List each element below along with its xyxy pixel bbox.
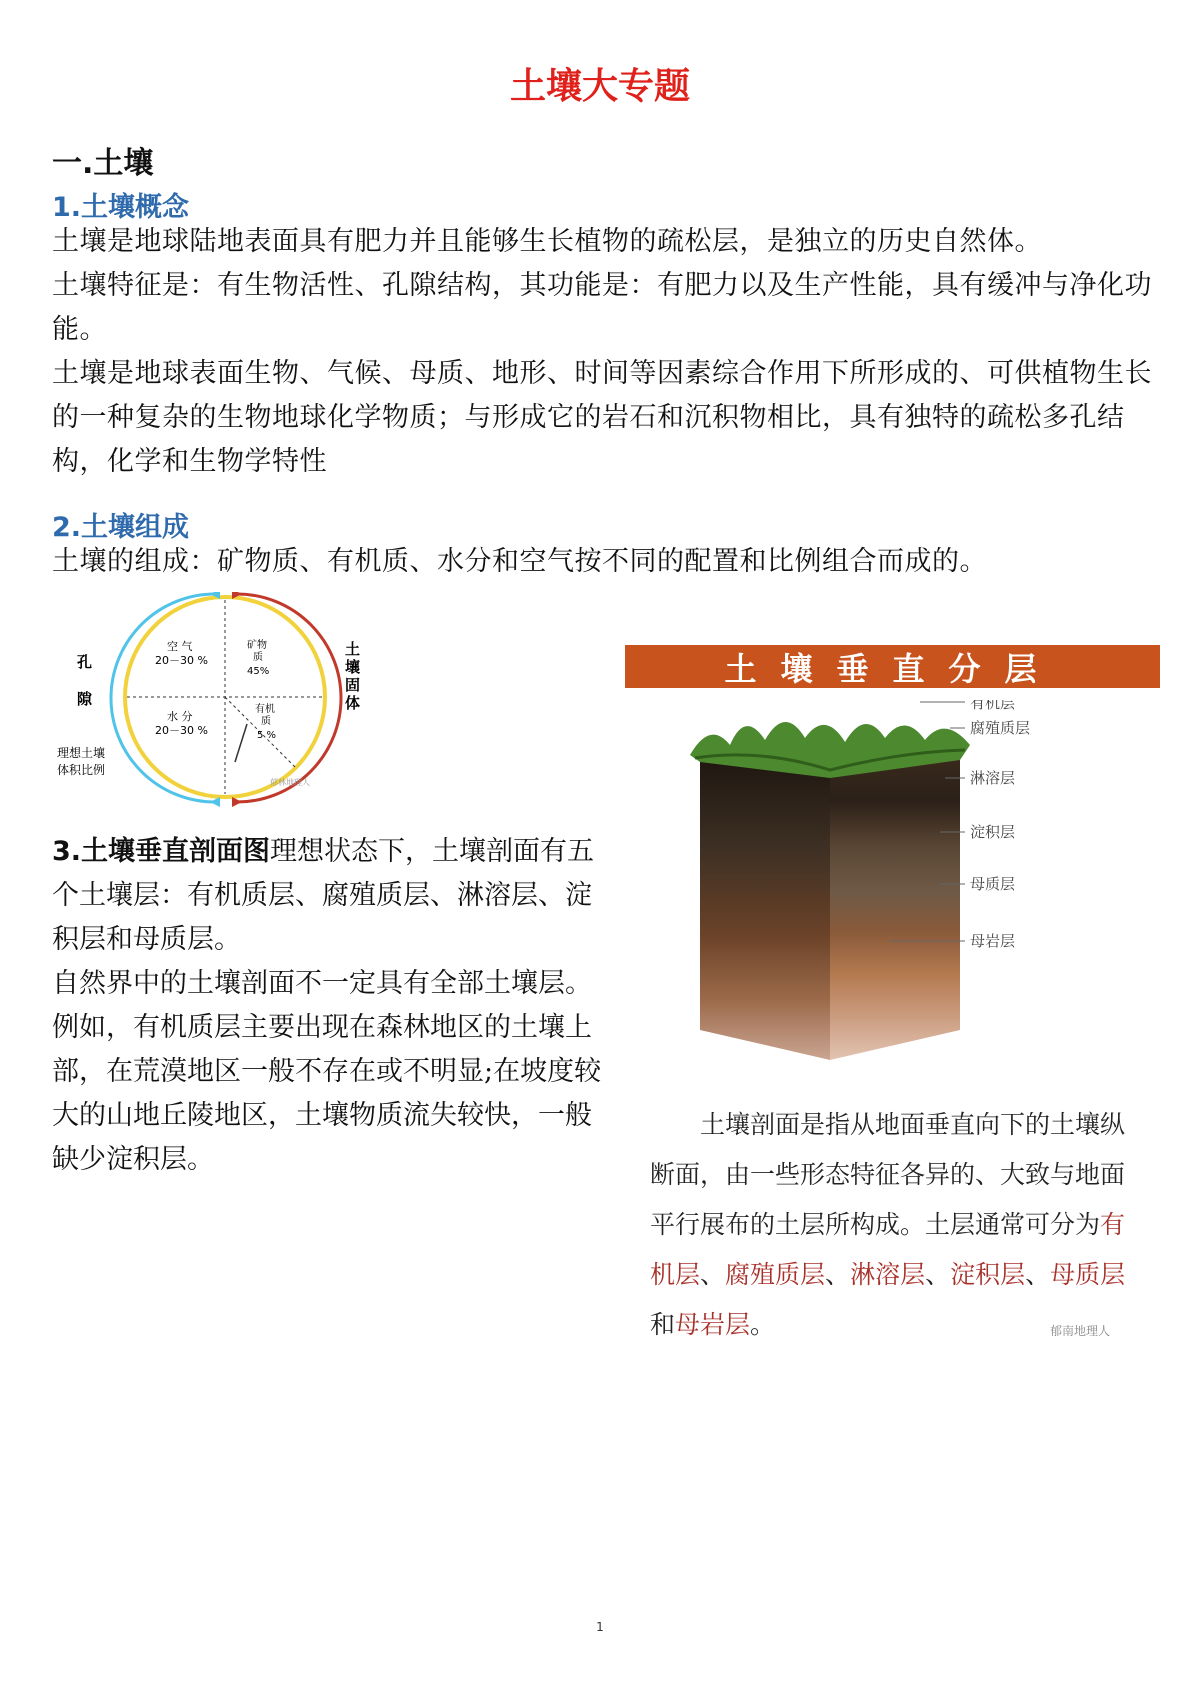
caption-text: 土壤剖面是指从地面垂直向下的土壤纵断面，由一些形态特征各异的、大致与地面平行展布的土层所构成。土层通常可分为 — [650, 1110, 1126, 1239]
profile-section — [52, 830, 612, 1182]
paragraph — [52, 830, 612, 962]
subsection-heading-concept: 1.土壤概念 — [52, 192, 190, 223]
diagram-caption: 理想土壤 — [57, 746, 106, 760]
period: 。 — [750, 1310, 776, 1339]
mineral-label: 矿物 — [247, 640, 267, 651]
diagram-caption: 体积比例 — [57, 763, 106, 777]
term: 母质层 — [1050, 1260, 1126, 1289]
layer-label-organic: 有机层 — [970, 700, 1016, 712]
soil-layer-banner: 土壤垂直分层 — [625, 645, 1160, 688]
term: 母岩层 — [675, 1310, 751, 1339]
layer-label-parent: 母质层 — [970, 875, 1016, 893]
separator: 、 — [700, 1260, 726, 1289]
soil-block-front — [830, 755, 960, 1060]
separator: 、 — [1025, 1260, 1051, 1289]
air-label: 空 气 — [167, 640, 193, 653]
section-3-text: 理想状态下，土壤剖面有五个土壤层：有机质层、腐殖质层、淋溶层、淀积层和母质层。 — [52, 836, 595, 955]
term: 腐殖质层 — [725, 1260, 826, 1289]
paragraph: 土壤的组成：矿物质、有机质、水分和空气按不同的配置和比例组合而成的。 — [52, 546, 987, 577]
organic-label: 有机 — [255, 704, 275, 715]
layer-label-bedrock: 母岩层 — [970, 932, 1016, 950]
soil-profile-figure — [690, 700, 1120, 1095]
pore-label: 隙 — [77, 690, 93, 708]
subsection-heading-composition: 2.土壤组成 — [52, 512, 190, 543]
profile-caption — [650, 1100, 1140, 1350]
paragraph: 土壤是地球陆地表面具有肥力并且能够生长植物的疏松层，是独立的历史自然体。 — [52, 226, 1042, 257]
watermark: 郁林地理人 — [270, 778, 310, 787]
layer-label-humus: 腐殖质层 — [970, 719, 1031, 737]
organic-value: 5 % — [257, 730, 277, 741]
layer-label-eluvial: 淋溶层 — [970, 769, 1016, 787]
conjunction: 和 — [650, 1310, 676, 1339]
concept-text — [52, 220, 1162, 484]
section-heading: 一.土壤 — [52, 146, 154, 181]
water-value: 20－30 % — [155, 724, 208, 737]
mineral-value: 45% — [247, 666, 270, 677]
section-3-heading: 3.土壤垂直剖面图 — [52, 836, 271, 867]
paragraph: 自然界中的土壤剖面不一定具有全部土壤层。例如，有机质层主要出现在森林地区的土壤上部，在荒漠地区一般不存在或不明显;在坡度较大的山地丘陵地区，土壤物质流失较快，一般缺少淀积层。 — [52, 968, 602, 1175]
paragraph: 土壤是地球表面生物、气候、母质、地形、时间等因素综合作用下所形成的、可供植物生长的一种复杂的生物地球化学物质；与形成它的岩石和沉积物相比，具有独特的疏松多孔结构，化学和生物学特性 — [52, 358, 1152, 477]
water-label: 水 分 — [167, 710, 193, 723]
paragraph: 土壤特征是：有生物活性、孔隙结构，其功能是：有肥力以及生产性能，具有缓冲与净化功能。 — [52, 270, 1152, 345]
pore-label: 孔 — [77, 653, 93, 671]
page-number: 1 — [596, 1620, 604, 1634]
soil-volume-diagram — [55, 592, 375, 807]
organic-label: 质 — [261, 716, 271, 727]
term: 有机层 — [650, 1210, 1126, 1289]
air-value: 20－30 % — [155, 654, 208, 667]
separator: 、 — [825, 1260, 851, 1289]
separator: 、 — [925, 1260, 951, 1289]
composition-text — [52, 540, 1162, 584]
page-title: 土壤大专题 — [509, 66, 690, 107]
soil-block-side — [700, 760, 830, 1060]
paragraph — [650, 1100, 1140, 1350]
watermark: 郁南地理人 — [1050, 1324, 1111, 1338]
mineral-label: 质 — [253, 652, 263, 663]
term: 淋溶层 — [850, 1260, 926, 1289]
layer-label-illuvial: 淀积层 — [970, 823, 1016, 841]
term: 淀积层 — [950, 1260, 1026, 1289]
solid-label: 土 壤 固 体 — [345, 640, 361, 712]
